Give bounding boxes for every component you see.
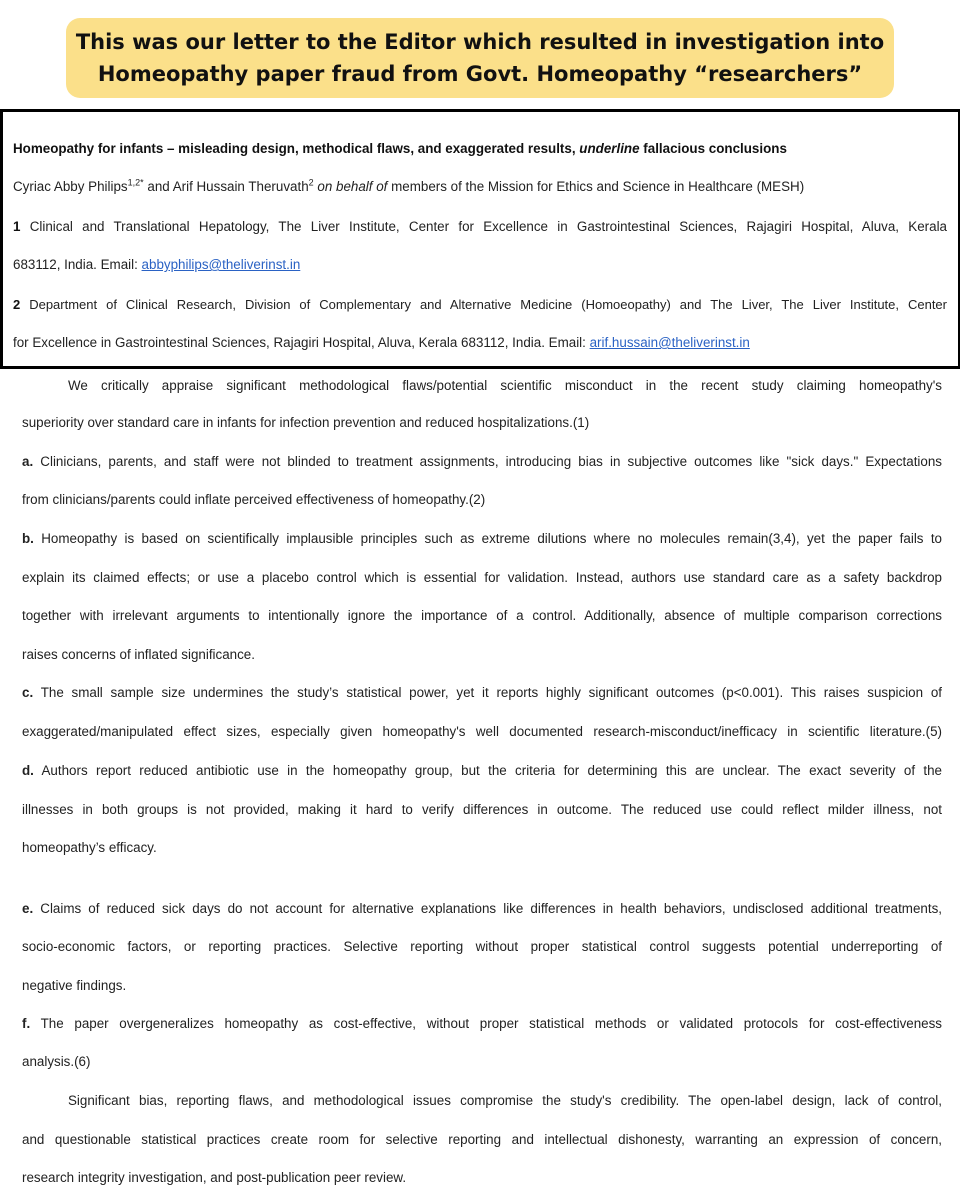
letter-title (13, 140, 787, 158)
point-b-line-3: together with irrelevant arguments to intentionally ignore the importance of a control. Additionally, absence of multiple comparison corrections (22, 608, 942, 623)
title-part-1: Homeopathy for infants – misleading design, methodical flaws, and exaggerated results, (13, 141, 576, 156)
point-d-line-3: homeopathy’s efficacy. (22, 840, 157, 855)
point-b-line-1 (22, 530, 942, 548)
point-d-line-1 (22, 762, 942, 780)
point-f-label: f. (22, 1016, 31, 1031)
point-b-line-4: raises concerns of inflated significance. (22, 647, 255, 662)
email-link-2[interactable]: arif.hussain@theliverinst.in (589, 335, 750, 350)
point-d-label: d. (22, 763, 34, 778)
point-c-label: c. (22, 685, 34, 700)
banner-area (0, 0, 960, 110)
author-line (13, 178, 804, 196)
affiliation-1-text-2: 683112, India. Email: (13, 257, 138, 272)
point-f-line-1 (22, 1015, 942, 1033)
author-1: Cyriac Abby Philips (13, 179, 128, 194)
point-a-line-1 (22, 453, 942, 471)
point-e-line-2: socio-economic factors, or reporting practices. Selective reporting without proper statistical control suggests potential underreporting of (22, 939, 942, 954)
point-b-text-1: Homeopathy is based on scientifically implausible principles such as extreme dilutions where no molecules remain(3,4), yet the paper fails to (41, 531, 942, 546)
conclusion-line-1: Significant bias, reporting flaws, and methodological issues compromise the study's credibility. The open-label design, lack of control, (68, 1093, 942, 1108)
conclusion-line-3: research integrity investigation, and post-publication peer review. (22, 1170, 407, 1185)
point-c-text-1: The small sample size undermines the study’s statistical power, yet it reports highly significant outcomes (p<0.001). This raises suspicion of (40, 685, 942, 700)
point-a-label: a. (22, 454, 34, 469)
affiliation-1-line-2 (13, 256, 300, 274)
affiliation-2-number: 2 (13, 297, 21, 312)
on-behalf-text: on behalf of (317, 179, 388, 194)
email-link-1[interactable]: abbyphilips@theliverinst.in (141, 257, 301, 272)
intro-line-1: We critically appraise significant methodological flaws/potential scientific misconduct in the recent study claiming homeopathy's (68, 378, 942, 393)
affiliation-1-number: 1 (13, 219, 21, 234)
point-e-label: e. (22, 901, 34, 916)
banner-line-1: This was our letter to the Editor which resulted in investigation into (75, 30, 885, 54)
intro-line-2: superiority over standard care in infants for infection prevention and reduced hospitalizations.(1) (22, 415, 590, 430)
point-b-label: b. (22, 531, 34, 546)
point-b-line-2: explain its claimed effects; or use a placebo control which is essential for validation. Instead, authors use standard care as a safety backdrop (22, 570, 942, 585)
point-c-line-2: exaggerated/manipulated effect sizes, especially given homeopathy's well documented research-misconduct/inefficacy in scientific literature.(5) (22, 724, 942, 739)
point-c-line-1 (22, 684, 942, 702)
affiliation-1-line-1 (13, 218, 947, 236)
title-italic: underline (579, 141, 640, 156)
author-1-superscript: 1,2* (127, 177, 144, 188)
author-2-superscript: 2 (308, 177, 314, 188)
highlight-banner (66, 18, 894, 98)
point-a-line-2: from clinicians/parents could inflate perceived effectiveness of homeopathy.(2) (22, 492, 486, 507)
author-2: and Arif Hussain Theruvath (147, 179, 309, 194)
letter-header-box (0, 109, 960, 369)
point-d-line-2: illnesses in both groups is not provided, making it hard to verify differences in outcome. The reduced use could reflect milder illness, not (22, 802, 942, 817)
affiliation-2-line-1 (13, 296, 947, 314)
point-e-line-3: negative findings. (22, 978, 127, 993)
point-d-text-1: Authors report reduced antibiotic use in the homeopathy group, but the criteria for determining this are unclear. The exact severity of the (41, 763, 942, 778)
conclusion-line-2: and questionable statistical practices create room for selective reporting and intellectual dishonesty, warranting an expression of concern, (22, 1132, 942, 1147)
group-name: members of the Mission for Ethics and Science in Healthcare (MESH) (391, 179, 805, 194)
point-a-text-1: Clinicians, parents, and staff were not blinded to treatment assignments, introducing bias in subjective outcomes like "sick days." Expectations (40, 454, 942, 469)
point-e-line-1 (22, 900, 942, 918)
point-f-line-2: analysis.(6) (22, 1054, 91, 1069)
affiliation-2-text: Department of Clinical Research, Division of Complementary and Alternative Medicine (Homoeopathy) and The Liver, The Liver Institute, Center (29, 297, 947, 312)
affiliation-2-text-2: for Excellence in Gastrointestinal Sciences, Rajagiri Hospital, Aluva, Kerala 683112, India. Email: (13, 335, 586, 350)
affiliation-1-text: Clinical and Translational Hepatology, The Liver Institute, Center for Excellence in Gastrointestinal Sciences, Rajagiri Hospital, Aluva, Kerala (29, 219, 947, 234)
point-f-text-1: The paper overgeneralizes homeopathy as cost-effective, without proper statistical methods or validated protocols for cost-effectiveness (40, 1016, 943, 1031)
point-e-text-1: Claims of reduced sick days do not account for alternative explanations like differences in health behaviors, undisclosed additional treatments, (40, 901, 942, 916)
title-part-2: fallacious conclusions (643, 141, 787, 156)
affiliation-2-line-2 (13, 334, 750, 352)
banner-line-2: Homeopathy paper fraud from Govt. Homeopathy “researchers” (97, 62, 863, 86)
